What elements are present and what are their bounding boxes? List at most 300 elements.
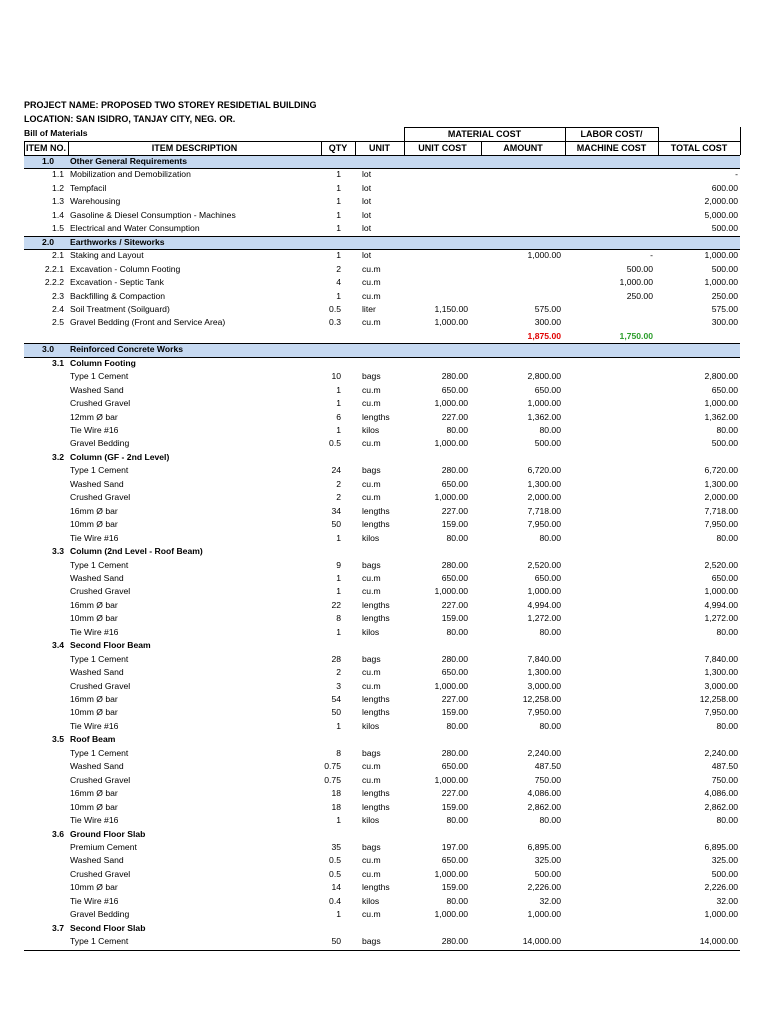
item-qty: 18 <box>331 788 341 799</box>
item-total-cost: 600.00 <box>711 182 738 193</box>
item-unit-cost: 1,000.00 <box>434 586 468 597</box>
item-unit: lengths <box>362 788 390 799</box>
item-qty: 14 <box>331 882 341 893</box>
item-unit-cost: 197.00 <box>441 841 468 852</box>
item-amount: 80.00 <box>539 626 561 637</box>
item-description: Staking and Layout <box>70 250 144 261</box>
item-total-cost: 575.00 <box>711 303 738 314</box>
item-qty: 1 <box>336 626 341 637</box>
item-total-cost: 5,000.00 <box>704 209 738 220</box>
item-qty: 2 <box>336 263 341 274</box>
item-qty: 35 <box>331 841 341 852</box>
item-description: Washed Sand <box>70 667 124 678</box>
labor-cost-header-line2: MACHINE COST <box>576 143 647 153</box>
item-no: 1.2 <box>52 182 64 193</box>
item-description: Washed Sand <box>70 478 124 489</box>
item-unit-cost: 280.00 <box>441 653 468 664</box>
item-unit: lot <box>362 196 372 207</box>
item-description: 10mm Ø bar <box>70 707 118 718</box>
item-qty: 0.5 <box>329 868 341 879</box>
subsection-item-no: 3.7 <box>52 922 64 933</box>
item-description: Type 1 Cement <box>70 465 129 476</box>
item-amount: 12,258.00 <box>522 694 561 704</box>
item-no: 2.2.2 <box>44 277 64 288</box>
item-total-cost: 80.00 <box>716 425 738 435</box>
item-qty: 0.3 <box>329 317 341 328</box>
item-unit-cost: 280.00 <box>441 936 468 947</box>
item-total-cost: 6,720.00 <box>704 465 738 476</box>
item-qty: 1 <box>336 250 341 261</box>
item-unit-cost: 227.00 <box>441 599 468 610</box>
item-total-cost: 2,862.00 <box>704 801 738 812</box>
item-qty: 8 <box>336 613 341 624</box>
subtotal-amount: 1,875.00 <box>527 330 561 341</box>
item-amount: 300.00 <box>534 317 561 328</box>
subsection-item-no: 3.4 <box>52 640 64 651</box>
item-qty: 50 <box>331 707 341 718</box>
item-qty: 22 <box>331 599 341 610</box>
item-unit-cost: 80.00 <box>446 532 468 543</box>
item-labor-cost: 250.00 <box>626 290 653 301</box>
item-unit: cu.m <box>362 492 381 503</box>
item-unit: cu.m <box>362 263 381 274</box>
item-amount: 80.00 <box>539 720 561 731</box>
item-unit: cu.m <box>362 478 381 489</box>
item-total-cost: 14,000.00 <box>699 936 738 947</box>
item-total-cost: 500.00 <box>711 438 738 449</box>
subsection-title: Column (GF - 2nd Level) <box>70 451 170 462</box>
item-amount: 1,362.00 <box>527 411 561 422</box>
item-unit: lot <box>362 250 372 261</box>
item-description: Tie Wire #16 <box>70 895 119 906</box>
item-amount: 487.50 <box>534 761 561 772</box>
item-total-cost: 500.00 <box>711 868 738 879</box>
item-unit: cu.m <box>362 868 381 879</box>
item-unit: kilos <box>362 532 380 543</box>
item-amount: 325.00 <box>534 855 561 866</box>
item-no: 2.1 <box>52 250 64 261</box>
subsection-title: Second Floor Slab <box>70 922 146 933</box>
item-no: 1.4 <box>52 209 64 220</box>
item-amount: 80.00 <box>539 815 561 826</box>
item-description: Warehousing <box>70 196 121 207</box>
item-description-header: ITEM DESCRIPTION <box>151 143 238 153</box>
item-description: 16mm Ø bar <box>70 505 118 516</box>
item-unit-cost: 159.00 <box>441 519 468 530</box>
item-unit: cu.m <box>362 277 381 288</box>
item-unit-cost: 280.00 <box>441 747 468 758</box>
item-total-cost: 2,000.00 <box>704 196 738 207</box>
item-unit: lengths <box>362 505 390 516</box>
subtotal-labor: 1,750.00 <box>619 330 653 341</box>
item-description: Tie Wire #16 <box>70 425 119 435</box>
item-labor-cost: 500.00 <box>626 263 653 274</box>
item-unit: lengths <box>362 411 390 422</box>
item-amount: 1,300.00 <box>527 478 561 489</box>
item-amount: 7,718.00 <box>527 505 561 516</box>
item-qty: 24 <box>331 465 341 476</box>
item-description: 12mm Ø bar <box>70 411 118 422</box>
item-unit-cost: 650.00 <box>441 478 468 489</box>
item-description: 10mm Ø bar <box>70 519 118 530</box>
item-unit: cu.m <box>362 774 381 785</box>
item-unit: lot <box>362 209 372 220</box>
item-description: Tie Wire #16 <box>70 626 119 637</box>
item-description: Premium Cement <box>70 841 137 852</box>
item-qty: 1 <box>336 290 341 301</box>
item-qty: 6 <box>336 411 341 422</box>
item-amount: 650.00 <box>534 384 561 395</box>
item-unit-cost: 159.00 <box>441 613 468 624</box>
item-amount: 80.00 <box>539 425 561 435</box>
item-unit-cost: 80.00 <box>446 720 468 731</box>
item-total-cost: 1,362.00 <box>704 411 738 422</box>
item-amount: 1,000.00 <box>527 398 561 409</box>
item-description: Mobilization and Demobilization <box>70 169 191 180</box>
item-description: 16mm Ø bar <box>70 599 118 610</box>
item-unit: lengths <box>362 613 390 624</box>
item-unit-cost: 1,000.00 <box>434 909 468 920</box>
item-no: 2.2.1 <box>44 263 64 274</box>
item-description: Excavation - Column Footing <box>70 263 181 274</box>
item-amount: 650.00 <box>534 572 561 583</box>
item-unit: cu.m <box>362 290 381 301</box>
section-item-no: 1.0 <box>42 156 54 166</box>
item-amount: 2,226.00 <box>527 882 561 893</box>
item-qty: 1 <box>336 398 341 409</box>
section-title: Reinforced Concrete Works <box>70 344 184 355</box>
labor-cost-header-line1: LABOR COST/ <box>580 129 643 139</box>
item-qty: 18 <box>331 801 341 812</box>
item-unit: lot <box>362 169 372 180</box>
item-qty: 8 <box>336 747 341 758</box>
item-total-cost: 80.00 <box>716 532 738 543</box>
qty-header: QTY <box>328 143 348 153</box>
item-description: Washed Sand <box>70 761 124 772</box>
item-unit-cost: 1,000.00 <box>434 868 468 879</box>
item-unit-cost: 159.00 <box>441 801 468 812</box>
item-unit: bags <box>362 653 381 664</box>
item-unit: kilos <box>362 895 380 906</box>
item-description: Soil Treatment (Soilguard) <box>70 303 170 314</box>
item-amount: 3,000.00 <box>527 680 561 691</box>
item-qty: 3 <box>336 680 341 691</box>
item-total-cost: 1,300.00 <box>704 667 738 678</box>
item-unit: cu.m <box>362 680 381 691</box>
item-unit-cost: 159.00 <box>441 882 468 893</box>
item-description: Tie Wire #16 <box>70 720 119 731</box>
item-unit: lengths <box>362 599 390 610</box>
item-unit-cost: 280.00 <box>441 559 468 570</box>
section-item-no: 3.0 <box>42 344 54 355</box>
item-description: Gravel Bedding <box>70 438 130 449</box>
item-qty: 0.75 <box>324 761 341 772</box>
item-description: Crushed Gravel <box>70 586 131 597</box>
item-amount: 4,086.00 <box>527 788 561 799</box>
item-description: Tempfacil <box>70 182 107 193</box>
item-unit: lengths <box>362 694 390 704</box>
item-description: Washed Sand <box>70 572 124 583</box>
subsection-title: Roof Beam <box>70 734 116 745</box>
item-unit: cu.m <box>362 398 381 409</box>
item-unit: cu.m <box>362 438 381 449</box>
item-description: Gasoline & Diesel Consumption - Machines <box>70 209 236 220</box>
item-total-cost: 12,258.00 <box>699 694 738 704</box>
item-unit-cost: 1,150.00 <box>434 303 468 314</box>
total-cost-header: TOTAL COST <box>670 143 728 153</box>
item-description: Gravel Bedding (Front and Service Area) <box>70 317 226 328</box>
item-qty: 50 <box>331 936 341 947</box>
item-unit: bags <box>362 465 381 476</box>
item-total-cost: 80.00 <box>716 815 738 826</box>
item-unit: bags <box>362 841 381 852</box>
item-total-cost: 325.00 <box>711 855 738 866</box>
item-total-cost: 300.00 <box>711 317 738 328</box>
item-amount: 7,950.00 <box>527 707 561 718</box>
subsection-title: Column Footing <box>70 357 136 368</box>
item-unit: lengths <box>362 801 390 812</box>
item-total-cost: 7,718.00 <box>704 505 738 516</box>
item-total-cost: 500.00 <box>711 223 738 234</box>
item-unit: kilos <box>362 815 380 826</box>
item-unit-cost: 80.00 <box>446 815 468 826</box>
item-qty: 1 <box>336 586 341 597</box>
item-unit-cost: 650.00 <box>441 761 468 772</box>
item-qty: 50 <box>331 519 341 530</box>
item-qty: 1 <box>336 815 341 826</box>
item-description: Type 1 Cement <box>70 559 129 570</box>
item-description: Electrical and Water Consumption <box>70 223 200 234</box>
project-location: LOCATION: SAN ISIDRO, TANJAY CITY, NEG. OR. <box>24 114 236 124</box>
item-unit-cost: 1,000.00 <box>434 680 468 691</box>
item-amount: 2,240.00 <box>527 747 561 758</box>
unit-cost-header: UNIT COST <box>418 143 467 153</box>
item-qty: 2 <box>336 492 341 503</box>
item-amount: 1,000.00 <box>527 250 561 261</box>
section-title: Other General Requirements <box>70 156 188 166</box>
item-total-cost: 1,000.00 <box>704 398 738 409</box>
item-unit: cu.m <box>362 572 381 583</box>
item-amount: 6,895.00 <box>527 841 561 852</box>
item-amount: 32.00 <box>539 895 561 906</box>
item-no-header: ITEM NO. <box>26 143 66 153</box>
item-unit: kilos <box>362 720 380 731</box>
item-description: Gravel Bedding <box>70 909 130 920</box>
item-total-cost: - <box>735 169 738 180</box>
item-unit: lengths <box>362 519 390 530</box>
item-total-cost: 32.00 <box>716 895 738 906</box>
item-qty: 1 <box>336 532 341 543</box>
item-unit-cost: 650.00 <box>441 855 468 866</box>
item-unit: cu.m <box>362 667 381 678</box>
item-total-cost: 487.50 <box>711 761 738 772</box>
subsection-item-no: 3.2 <box>52 451 64 462</box>
item-total-cost: 750.00 <box>711 774 738 785</box>
item-description: Excavation - Septic Tank <box>70 277 164 288</box>
item-total-cost: 6,895.00 <box>704 841 738 852</box>
item-amount: 80.00 <box>539 532 561 543</box>
item-description: 16mm Ø bar <box>70 788 118 799</box>
item-total-cost: 7,950.00 <box>704 519 738 530</box>
item-total-cost: 2,520.00 <box>704 559 738 570</box>
item-total-cost: 2,800.00 <box>704 371 738 382</box>
item-qty: 1 <box>336 182 341 193</box>
item-amount: 7,950.00 <box>527 519 561 530</box>
item-qty: 9 <box>336 559 341 570</box>
item-unit-cost: 80.00 <box>446 895 468 906</box>
item-unit: liter <box>362 303 376 314</box>
item-total-cost: 650.00 <box>711 384 738 395</box>
item-total-cost: 7,950.00 <box>704 707 738 718</box>
amount-header: AMOUNT <box>503 143 543 153</box>
item-total-cost: 1,000.00 <box>704 250 738 261</box>
item-unit-cost: 650.00 <box>441 384 468 395</box>
item-no: 2.5 <box>52 317 64 328</box>
item-unit: lengths <box>362 882 390 893</box>
item-qty: 28 <box>331 653 341 664</box>
item-unit-cost: 159.00 <box>441 707 468 718</box>
item-unit-cost: 1,000.00 <box>434 438 468 449</box>
item-unit: kilos <box>362 425 380 435</box>
item-total-cost: 2,226.00 <box>704 882 738 893</box>
item-description: Type 1 Cement <box>70 371 129 382</box>
item-description: Type 1 Cement <box>70 653 129 664</box>
item-unit: cu.m <box>362 384 381 395</box>
item-total-cost: 1,272.00 <box>704 613 738 624</box>
item-total-cost: 1,000.00 <box>704 909 738 920</box>
item-total-cost: 500.00 <box>711 263 738 274</box>
section-item-no: 2.0 <box>42 236 54 247</box>
item-qty: 54 <box>331 694 341 704</box>
item-total-cost: 250.00 <box>711 290 738 301</box>
subsection-item-no: 3.1 <box>52 357 64 368</box>
item-total-cost: 2,000.00 <box>704 492 738 503</box>
item-description: 10mm Ø bar <box>70 613 118 624</box>
item-qty: 0.5 <box>329 438 341 449</box>
bom-title: Bill of Materials <box>24 128 88 138</box>
item-qty: 0.4 <box>329 895 341 906</box>
table-bottom-border <box>24 950 740 951</box>
item-unit-cost: 227.00 <box>441 505 468 516</box>
item-unit: cu.m <box>362 317 381 328</box>
subsection-item-no: 3.5 <box>52 734 64 745</box>
item-unit: lengths <box>362 707 390 718</box>
item-unit: kilos <box>362 626 380 637</box>
item-description: Type 1 Cement <box>70 747 129 758</box>
item-total-cost: 1,000.00 <box>704 277 738 288</box>
item-unit: lot <box>362 223 372 234</box>
item-unit-cost: 650.00 <box>441 667 468 678</box>
item-amount: 1,000.00 <box>527 909 561 920</box>
item-qty: 0.5 <box>329 855 341 866</box>
subsection-title: Column (2nd Level - Roof Beam) <box>70 546 203 557</box>
item-amount: 2,800.00 <box>527 371 561 382</box>
item-no: 1.5 <box>52 223 64 234</box>
item-amount: 1,000.00 <box>527 586 561 597</box>
item-qty: 0.5 <box>329 303 341 314</box>
item-amount: 6,720.00 <box>527 465 561 476</box>
item-description: Crushed Gravel <box>70 868 131 879</box>
item-description: Washed Sand <box>70 384 124 395</box>
item-description: Crushed Gravel <box>70 774 131 785</box>
section-title: Earthworks / Siteworks <box>70 236 165 247</box>
item-qty: 2 <box>336 667 341 678</box>
item-amount: 1,272.00 <box>527 613 561 624</box>
subsection-item-no: 3.6 <box>52 828 64 839</box>
item-unit-cost: 650.00 <box>441 572 468 583</box>
item-qty: 1 <box>336 169 341 180</box>
item-total-cost: 80.00 <box>716 720 738 731</box>
material-cost-header: MATERIAL COST <box>447 129 522 139</box>
item-unit: cu.m <box>362 586 381 597</box>
item-total-cost: 4,994.00 <box>704 599 738 610</box>
item-unit: bags <box>362 747 381 758</box>
item-description: Tie Wire #16 <box>70 532 119 543</box>
item-amount: 4,994.00 <box>527 599 561 610</box>
item-total-cost: 4,086.00 <box>704 788 738 799</box>
subsection-item-no: 3.3 <box>52 546 64 557</box>
project-name: PROJECT NAME: PROPOSED TWO STOREY RESIDETIAL BUILDING <box>24 100 317 110</box>
item-total-cost: 1,300.00 <box>704 478 738 489</box>
item-no: 2.4 <box>52 303 64 314</box>
item-labor-cost: - <box>650 250 653 261</box>
item-total-cost: 2,240.00 <box>704 747 738 758</box>
item-total-cost: 7,840.00 <box>704 653 738 664</box>
item-qty: 1 <box>336 720 341 731</box>
item-amount: 575.00 <box>534 303 561 314</box>
item-labor-cost: 1,000.00 <box>619 277 653 288</box>
item-total-cost: 650.00 <box>711 572 738 583</box>
item-qty: 1 <box>336 384 341 395</box>
item-unit-cost: 227.00 <box>441 694 468 704</box>
item-qty: 0.75 <box>324 774 341 785</box>
item-unit-cost: 280.00 <box>441 465 468 476</box>
item-amount: 750.00 <box>534 774 561 785</box>
item-description: 16mm Ø bar <box>70 694 118 704</box>
item-description: 10mm Ø bar <box>70 801 118 812</box>
item-total-cost: 80.00 <box>716 626 738 637</box>
item-qty: 10 <box>331 371 341 382</box>
item-qty: 1 <box>336 196 341 207</box>
item-unit: bags <box>362 936 381 947</box>
item-qty: 1 <box>336 909 341 920</box>
item-qty: 1 <box>336 223 341 234</box>
item-unit-cost: 80.00 <box>446 626 468 637</box>
item-unit-cost: 1,000.00 <box>434 398 468 409</box>
item-qty: 1 <box>336 425 341 435</box>
item-description: Crushed Gravel <box>70 398 131 409</box>
item-unit: cu.m <box>362 909 381 920</box>
item-amount: 2,000.00 <box>527 492 561 503</box>
item-unit-cost: 227.00 <box>441 788 468 799</box>
item-no: 1.3 <box>52 196 64 207</box>
item-unit: cu.m <box>362 761 381 772</box>
item-total-cost: 3,000.00 <box>704 680 738 691</box>
item-description: Tie Wire #16 <box>70 815 119 826</box>
item-description: Washed Sand <box>70 855 124 866</box>
item-amount: 2,520.00 <box>527 559 561 570</box>
item-amount: 2,862.00 <box>527 801 561 812</box>
subsection-title: Second Floor Beam <box>70 640 151 651</box>
item-description: 10mm Ø bar <box>70 882 118 893</box>
item-description: Crushed Gravel <box>70 492 131 503</box>
item-amount: 7,840.00 <box>527 653 561 664</box>
item-unit-cost: 1,000.00 <box>434 317 468 328</box>
item-unit-cost: 1,000.00 <box>434 774 468 785</box>
item-unit-cost: 227.00 <box>441 411 468 422</box>
item-description: Type 1 Cement <box>70 936 129 947</box>
item-total-cost: 1,000.00 <box>704 586 738 597</box>
